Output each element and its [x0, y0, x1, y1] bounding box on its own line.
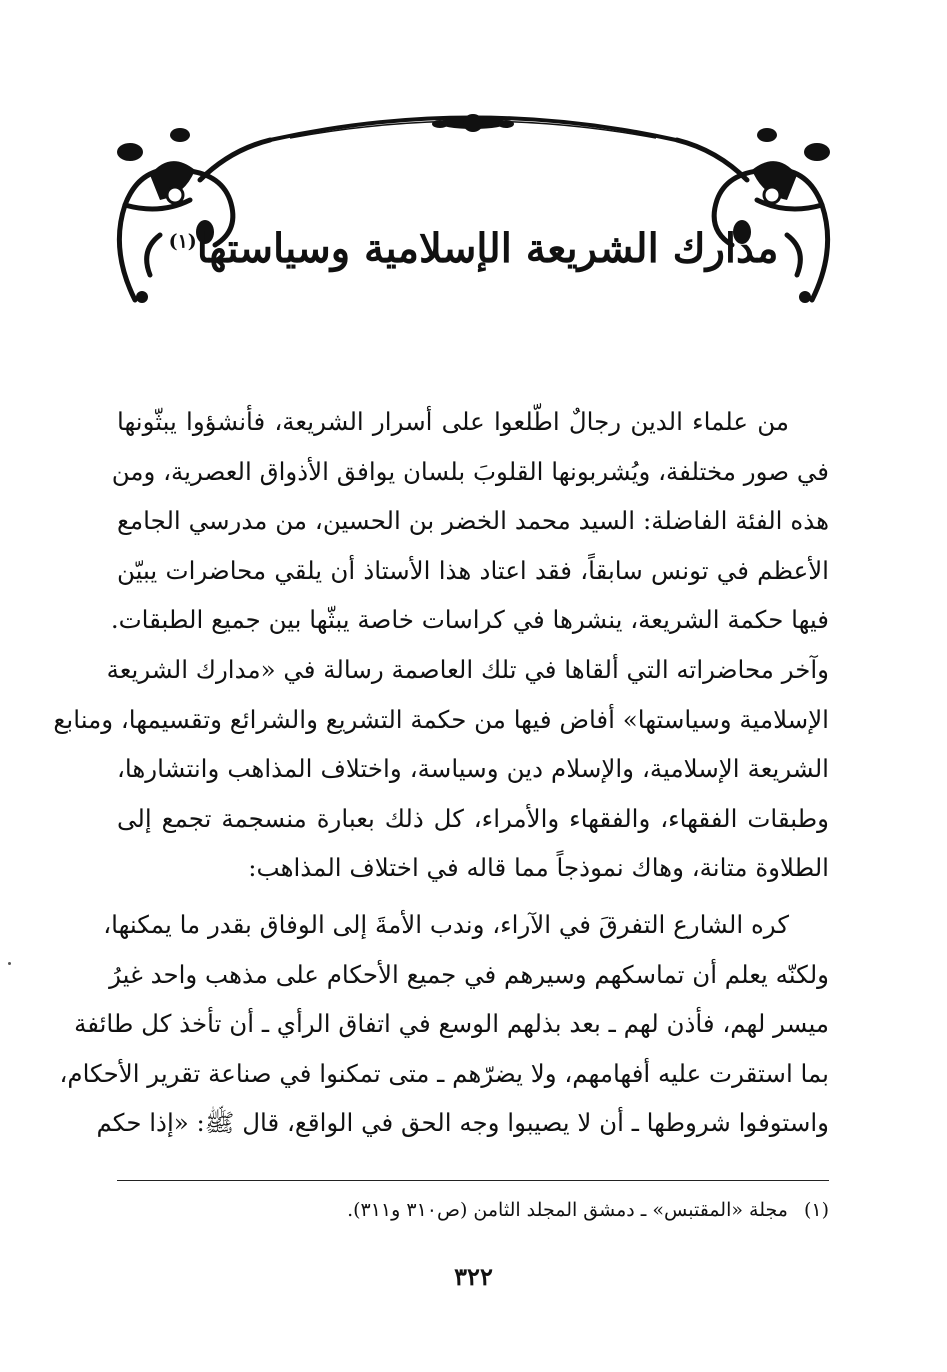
text-line: الطلاوة متانة، وهاك نموذجاً مما قاله في اختلاف المذاهب:: [248, 853, 829, 883]
text-line: وطبقات الفقهاء، والفقهاء والأمراء، كل ذلك بعبارة منسجمة تجمع إلى: [117, 803, 829, 833]
title-footnote-ref: (١): [168, 230, 197, 253]
text-line: وآخر محاضراته التي ألقاها في تلك العاصمة رسالة في «مدارك الشريعة: [106, 654, 829, 684]
scan-speck: [8, 962, 11, 965]
body-text: [53, 397, 829, 1155]
footnote-divider: [117, 1180, 829, 1181]
ornament-left-fills: [117, 128, 214, 303]
chapter-title: [0, 225, 947, 272]
ornament-right-fills: [733, 128, 830, 303]
text-line: ميسر لهم، فأذن لهم ـ بعد بذلهم الوسع في اتفاق الرأي ـ أن تأخذ كل طائفة: [74, 1009, 829, 1039]
text-line: بما استقرت عليه أفهامهم، ولا يضرّهم ـ متى تمكنوا في صناعة تقرير الأحكام،: [59, 1058, 829, 1088]
text-line: ولكنّه يعلم أن تماسكهم وسيرهم في جميع الأحكام على مذهب واحد غيرُ: [109, 959, 829, 989]
footnote: [117, 1195, 829, 1225]
chapter-title-text: مدارك الشريعة الإسلامية وسياستها: [196, 225, 779, 272]
paragraph-1: [53, 397, 829, 893]
page-number: ٣٢٢: [454, 1262, 493, 1291]
ornament-right: [677, 140, 828, 300]
text-line: فيها حكمة الشريعة، ينشرها في كراسات خاصة يبثّها بين جميع الطبقات.: [110, 605, 829, 635]
footnote-text: مجلة «المقتبس» ـ دمشق المجلد الثامن (ص٣١٠ و٣١١).: [347, 1199, 788, 1221]
ornament-left: [119, 140, 270, 300]
footnote-number: (١): [803, 1199, 829, 1221]
text-line: هذه الفئة الفاضلة: السيد محمد الخضر بن الحسين، من مدرسي الجامع: [117, 506, 829, 536]
text-line: من علماء الدين رجالٌ اطّلعوا على أسرار الشريعة، فأنشؤوا يبثّونها: [117, 407, 789, 436]
text-line: واستوفوا شروطها ـ أن لا يصيبوا وجه الحق في الواقع، قال ﷺ: «إذا حكم: [96, 1108, 829, 1138]
text-line: الإسلامية وسياستها» أفاض فيها من حكمة التشريع والشرائع وتقسيمها، ومنابع: [53, 704, 829, 734]
paragraph-2: [59, 900, 829, 1148]
text-line: الأعظم في تونس سابقاً، فقد اعتاد هذا الأستاذ أن يلقي محاضرات يبيّن: [117, 555, 829, 585]
header-ornament: [0, 0, 947, 330]
text-line: كره الشارع التفرقَ في الآراء، وندب الأمةَ إلى الوفاق بقدر ما يمكنها،: [103, 909, 789, 939]
text-line: في صور مختلفة، ويُشربونها القلوبَ بلسان يوافق الأذواق العصرية، ومن: [111, 456, 829, 486]
text-line: الشريعة الإسلامية، والإسلام دين وسياسة، واختلاف المذاهب وانتشارها،: [117, 754, 829, 784]
